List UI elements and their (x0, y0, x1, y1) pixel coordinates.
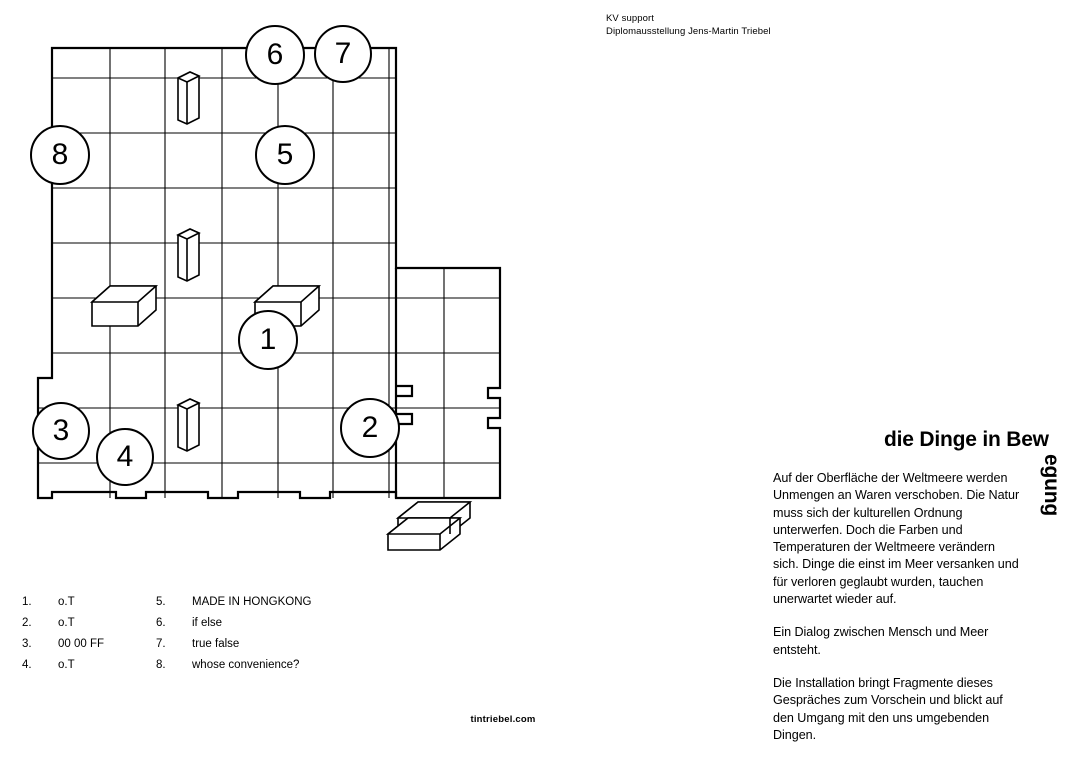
legend-label: MADE IN HONGKONG (192, 596, 312, 608)
stairs (388, 502, 470, 550)
plan-marker-1[interactable] (238, 310, 298, 370)
plan-marker-8-label: 8 (51, 138, 69, 171)
building-outline (38, 48, 500, 498)
legend-column-right (156, 592, 311, 676)
legend-label: true false (192, 638, 240, 650)
article-title: die Dinge in Bew (884, 428, 1049, 451)
legend-number: 3. (22, 638, 32, 650)
legend-number: 4. (22, 659, 32, 671)
plan-marker-5[interactable] (255, 125, 315, 185)
plan-marker-7[interactable] (314, 25, 372, 83)
legend-label: 00 00 FF (58, 638, 105, 650)
plan-marker-3-label: 3 (52, 414, 70, 447)
legend-item (156, 634, 311, 655)
credits-block (606, 12, 771, 38)
plan-marker-4[interactable] (96, 428, 154, 486)
plan-marker-5-label: 5 (276, 138, 294, 171)
plan-marker-4-label: 4 (116, 440, 134, 473)
legend-item (156, 655, 311, 676)
grid-lines (38, 48, 500, 498)
legend-number: 7. (156, 638, 166, 650)
legend-item (22, 613, 104, 634)
plan-marker-2[interactable] (340, 398, 400, 458)
legend-item (156, 592, 311, 613)
legend-item (156, 613, 311, 634)
legend-item (22, 592, 104, 613)
plan-marker-2-label: 2 (361, 411, 379, 444)
plan-marker-6[interactable] (245, 25, 305, 85)
legend-number: 1. (22, 596, 32, 608)
plan-marker-8[interactable] (30, 125, 90, 185)
legend-number: 6. (156, 617, 166, 629)
floor-plan-svg (0, 0, 560, 580)
legend-number: 8. (156, 659, 166, 671)
wall-notch-left (396, 386, 412, 396)
credit-line-exhibition: Diplomausstellung Jens-Martin Triebel (606, 26, 771, 37)
article-body (773, 470, 1021, 744)
legend-number: 5. (156, 596, 166, 608)
legend-item (22, 634, 104, 655)
legend-item (22, 655, 104, 676)
article-paragraph: Ein Dialog zwischen Mensch und Meer entsteht. (773, 625, 989, 657)
legend-number: 2. (22, 617, 32, 629)
credit-line-support: KV support (606, 13, 654, 24)
floor-plan (0, 0, 560, 580)
plan-marker-6-label: 6 (266, 38, 284, 71)
article-paragraph: Auf der Oberfläche der Weltmeere werden Unmengen an Waren verschoben. Die Natur muss sich der kulturellen Ordnung unterwerfen. Doch die Farben und Temperaturen der Weltmeere verändern sich. Dinge die einst im Meer versanken und für verloren geglaubt wurden, tauchen unerwartet wieder auf. (773, 471, 1020, 607)
plan-marker-7-label: 7 (334, 37, 352, 70)
pedestal-group (178, 72, 199, 451)
footer-url[interactable]: tintriebel.com (470, 714, 536, 725)
legend-label: if else (192, 617, 223, 629)
plan-marker-3[interactable] (32, 402, 90, 460)
legend-label: o.T (58, 659, 75, 671)
legend-label: whose convenience? (192, 659, 300, 671)
legend-label: o.T (58, 596, 75, 608)
article-title-wrap: egung (1040, 454, 1063, 516)
article-paragraph: Die Installation bringt Fragmente dieses Gespräches zum Vorschein und blickt auf den Umgang mit den uns umgebenden Dingen. (773, 675, 1003, 742)
legend-column-left (22, 592, 104, 676)
legend-label: o.T (58, 617, 75, 629)
plan-marker-1-label: 1 (259, 323, 277, 356)
